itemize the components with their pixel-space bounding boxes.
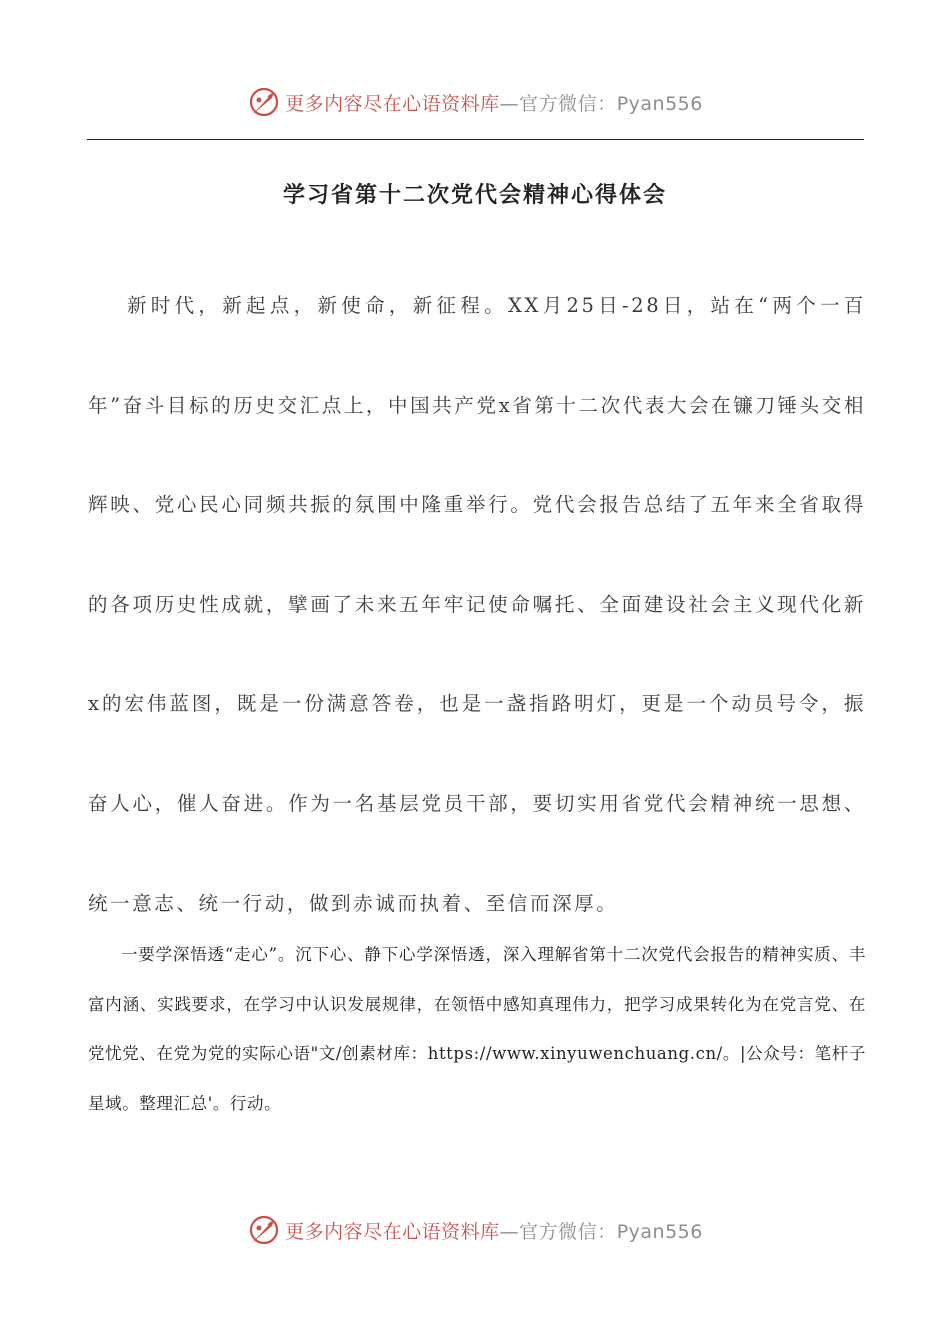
banner-sub-text: —官方微信： [499, 1220, 617, 1243]
document-title: 学习省第十二次党代会精神心得体会 [282, 183, 667, 208]
banner-text [285, 1217, 703, 1244]
footer-banner [0, 1210, 950, 1250]
paragraph-intro: 新时代，新起点，新使命，新征程。XX月25日-28日，站在“两个一百年”奋斗目标的历史交汇点上，中国共产党x省第十二次代表大会在镰刀锤头交相辉映、党心民心同频共振的氛围中隆重举行。党代会报告总结了五年来全省取得的各项历史性成就，擘画了未来五年牢记使命嘱托、全面建设社会主义现代化新x的宏伟蓝图，既是一份满意答卷，也是一盏指路明灯，更是一个动员号令，振奋人心，催人奋进。作为一名基层党员干部，要切实用省党代会精神统一思想、统一意志、统一行动，做到赤诚而执着、至信而深厚。 [88, 294, 866, 915]
banner-wechat-id: Pyan556 [616, 1220, 703, 1243]
header-rule [87, 139, 864, 140]
paragraph-study: 一要学深悟透“走心”。沉下心、静下心学深悟透，深入理解省第十二次党代会报告的精神实质、丰富内涵、实践要求，在学习中认识发展规律，在领悟中感知真理伟力，把学习成果转化为在党言党、在党忧党、在党为党的实际心语"文/创素材库：https://www.xinyuwenchuang.cn/。|公众号：笔杆子星域。整理汇总'。行动。 [88, 945, 866, 1113]
header-banner [0, 82, 950, 122]
quill-logo-icon [247, 1213, 281, 1247]
banner-main-text: 更多内容尽在心语资料库 [285, 1220, 500, 1243]
quill-logo-icon [247, 85, 281, 119]
banner-main-text: 更多内容尽在心语资料库 [285, 92, 500, 115]
banner-wechat-id: Pyan556 [616, 92, 703, 115]
banner-sub-text: —官方微信： [499, 92, 617, 115]
banner-text [285, 89, 703, 116]
